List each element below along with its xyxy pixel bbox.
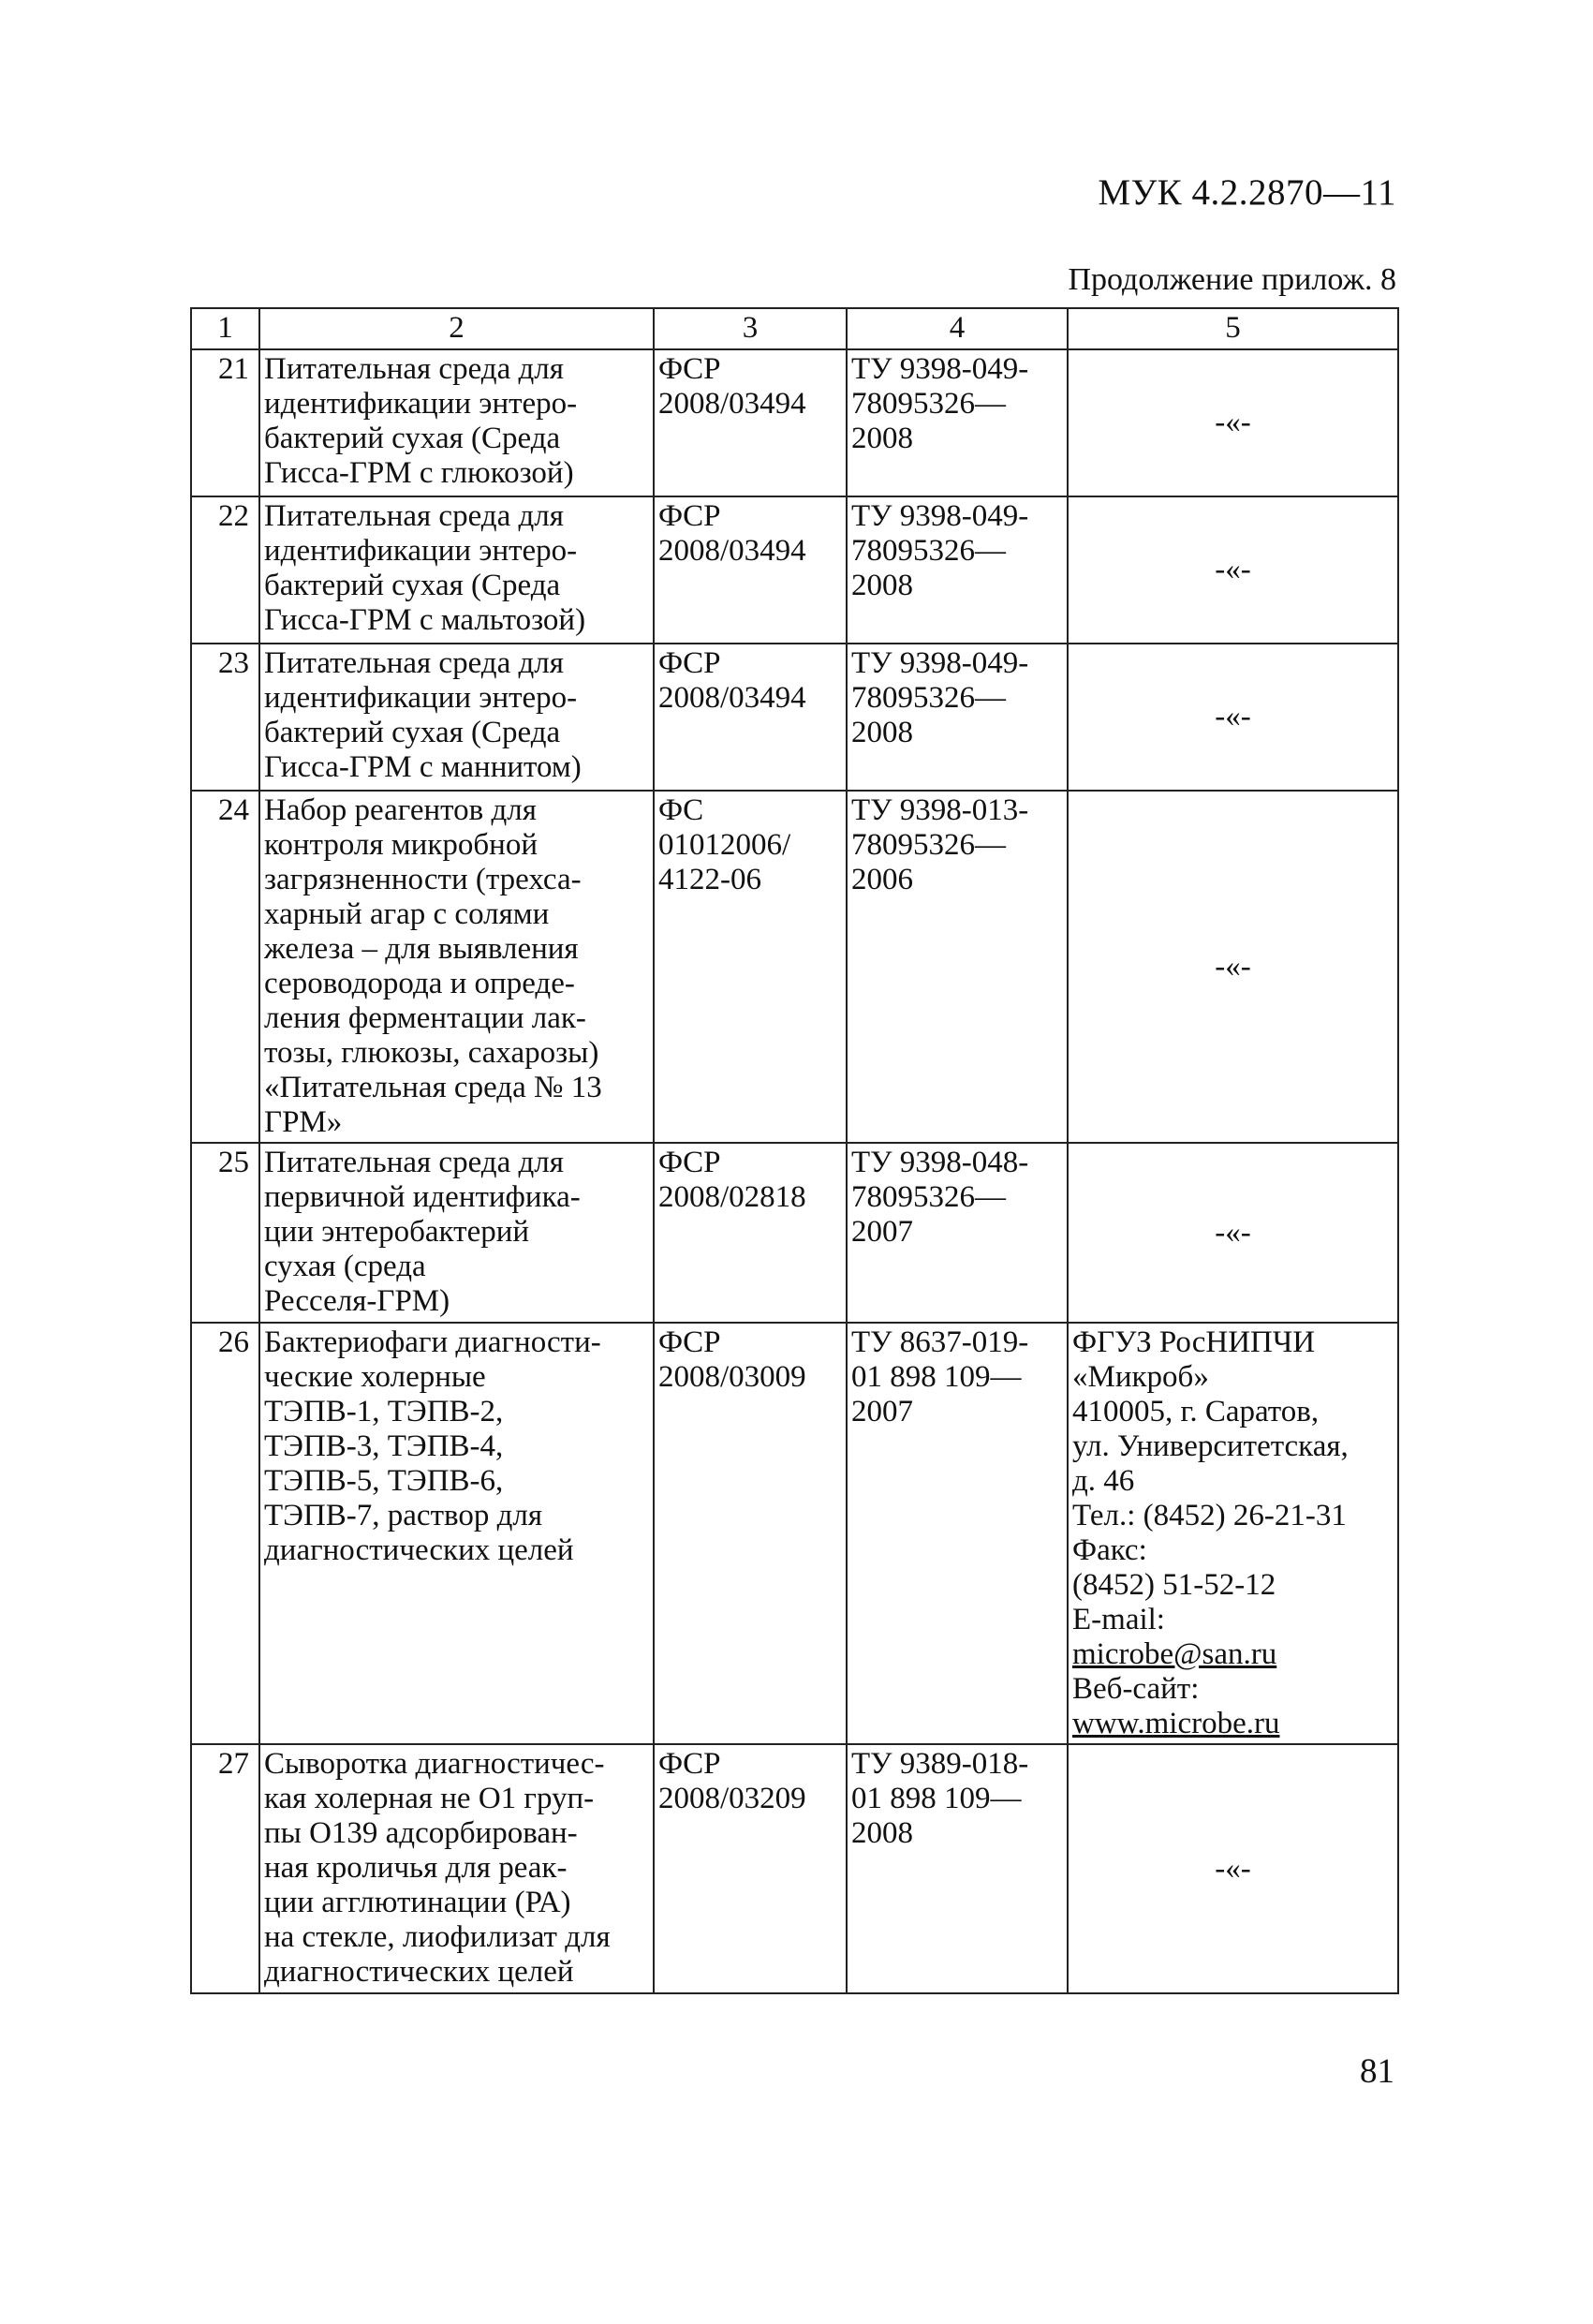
table-row bbox=[191, 791, 1398, 1143]
product-name: Сыворотка диагностичес- кая холерная не О1 груп- пы О139 адсорбирован- ная кроличья для реак- ции агглютинации (РА) на стекле, лиофилизат для диагностических целей bbox=[259, 1744, 654, 1993]
manufacturer-ditto: -«- bbox=[1068, 1143, 1398, 1323]
product-name: Бактериофаги диагности- ческие холерные ТЭПВ-1, ТЭПВ-2, ТЭПВ-3, ТЭПВ-4, ТЭПВ-5, ТЭПВ-6, ТЭПВ-7, раствор для диагностических целей bbox=[259, 1323, 654, 1744]
manufacturer-ditto: -«- bbox=[1068, 1744, 1398, 1993]
registration-number: ФСР 2008/03209 bbox=[654, 1744, 847, 1993]
table-row bbox=[191, 1143, 1398, 1323]
column-header: 2 bbox=[259, 308, 654, 349]
tech-spec: ТУ 9398-013- 78095326— 2006 bbox=[847, 791, 1068, 1143]
table-row bbox=[191, 644, 1398, 791]
registration-number: ФСР 2008/02818 bbox=[654, 1143, 847, 1323]
column-header: 5 bbox=[1068, 308, 1398, 349]
tech-spec: ТУ 9398-049- 78095326— 2008 bbox=[847, 496, 1068, 644]
registration-number: ФСР 2008/03494 bbox=[654, 349, 847, 496]
product-name: Питательная среда для первичной идентифика- ции энтеробактерий сухая (среда Ресселя-ГРМ) bbox=[259, 1143, 654, 1323]
email-link[interactable]: microbe@san.ru bbox=[1072, 1637, 1277, 1671]
document-code: МУК 4.2.2870—11 bbox=[1098, 172, 1396, 213]
registration-number: ФСР 2008/03494 bbox=[654, 644, 847, 791]
row-number: 22 bbox=[191, 496, 259, 644]
website-link[interactable]: www.microbe.ru bbox=[1072, 1707, 1280, 1740]
row-number: 23 bbox=[191, 644, 259, 791]
manufacturer-ditto: -«- bbox=[1068, 496, 1398, 644]
table-row bbox=[191, 1744, 1398, 1993]
tech-spec: ТУ 9398-049- 78095326— 2008 bbox=[847, 644, 1068, 791]
appendix-table bbox=[190, 307, 1399, 1994]
product-name: Питательная среда для идентификации энтеро- бактерий сухая (Среда Гисса-ГРМ с глюкозой) bbox=[259, 349, 654, 496]
table-row bbox=[191, 496, 1398, 644]
manufacturer-ditto: -«- bbox=[1068, 644, 1398, 791]
table-row bbox=[191, 349, 1398, 496]
registration-number: ФС 01012006/ 4122-06 bbox=[654, 791, 847, 1143]
product-name: Питательная среда для идентификации энтеро- бактерий сухая (Среда Гисса-ГРМ с мальтозой) bbox=[259, 496, 654, 644]
tech-spec: ТУ 9398-048- 78095326— 2007 bbox=[847, 1143, 1068, 1323]
column-header: 3 bbox=[654, 308, 847, 349]
column-header: 1 bbox=[191, 308, 259, 349]
manufacturer-ditto: -«- bbox=[1068, 791, 1398, 1143]
row-number: 24 bbox=[191, 791, 259, 1143]
registration-number: ФСР 2008/03494 bbox=[654, 496, 847, 644]
continuation-note: Продолжение прилож. 8 bbox=[1068, 262, 1396, 297]
product-name: Набор реагентов для контроля микробной загрязненности (трехса- харный агар с солями железа – для выявления сероводорода и опреде- ления ферментации лак- тозы, глюкозы, сахарозы) «Питательная среда № 13 ГРМ» bbox=[259, 791, 654, 1143]
row-number: 25 bbox=[191, 1143, 259, 1323]
tech-spec: ТУ 9398-049- 78095326— 2008 bbox=[847, 349, 1068, 496]
manufacturer-ditto: -«- bbox=[1068, 349, 1398, 496]
page-number: 81 bbox=[1360, 2052, 1394, 2091]
row-number: 27 bbox=[191, 1744, 259, 1993]
table-row bbox=[191, 1323, 1398, 1744]
row-number: 26 bbox=[191, 1323, 259, 1744]
product-name: Питательная среда для идентификации энтеро- бактерий сухая (Среда Гисса-ГРМ с маннитом) bbox=[259, 644, 654, 791]
tech-spec: ТУ 8637-019- 01 898 109— 2007 bbox=[847, 1323, 1068, 1744]
tech-spec: ТУ 9389-018- 01 898 109— 2008 bbox=[847, 1744, 1068, 1993]
column-header: 4 bbox=[847, 308, 1068, 349]
row-number: 21 bbox=[191, 349, 259, 496]
registration-number: ФСР 2008/03009 bbox=[654, 1323, 847, 1744]
header-row bbox=[191, 308, 1398, 349]
manufacturer-contacts: ФГУЗ РосНИПЧИ «Микроб» 410005, г. Саратов, ул. Университетская, д. 46 Тел.: (8452) 26-21-31 Факс: (8452) 51-52-12 E-mail: microbe@san.ru Веб-сайт: www.microbe.ru bbox=[1068, 1323, 1398, 1744]
